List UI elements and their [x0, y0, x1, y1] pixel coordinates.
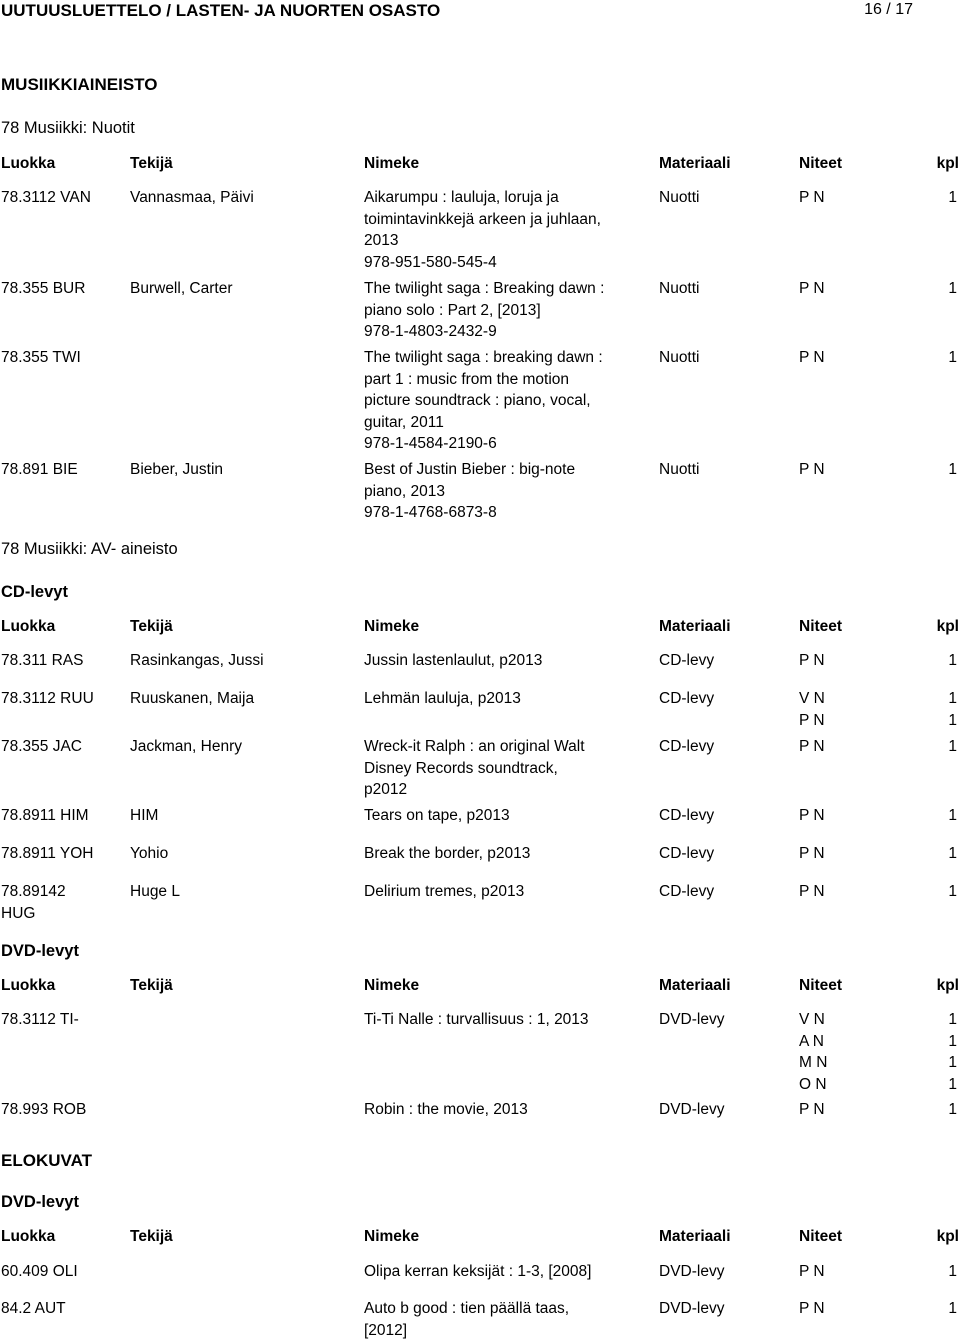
cell-materiaali: CD-levy	[659, 738, 715, 755]
cell-tekija	[130, 688, 360, 710]
cell-luokka-line: 78.993 ROB	[1, 1101, 87, 1118]
col-materiaali: Materiaali	[659, 155, 731, 172]
cell-kpl-line: 1	[948, 1011, 957, 1028]
cell-niteet-line: P N	[799, 280, 825, 297]
cell-nimeke-line: part 1 : music from the motion	[364, 370, 570, 388]
cell-kpl-line: 1	[948, 652, 957, 669]
cell-nimeke-line: Olipa kerran keksijät : 1-3, [2008]	[364, 1263, 592, 1280]
cell-materiaali: DVD-levy	[659, 1263, 725, 1280]
cell-tekija-line: Vannasmaa, Päivi	[130, 189, 254, 206]
cell-materiaali: CD-levy	[659, 652, 715, 669]
cell-tekija-line: Burwell, Carter	[130, 280, 233, 297]
cell-niteet-line: P N	[799, 845, 825, 862]
cell-nimeke	[364, 1298, 654, 1341]
cell-nimeke-line: Break the border, p2013	[364, 845, 531, 862]
col-niteet: Niteet	[799, 1228, 843, 1245]
cell-luokka	[1, 1261, 126, 1283]
cell-tekija-line: HIM	[130, 807, 159, 824]
cell-kpl	[948, 347, 957, 369]
col-nimeke: Nimeke	[364, 1228, 420, 1245]
cell-nimeke	[364, 1009, 654, 1031]
cell-nimeke-line: toimintavinkkejä arkeen ja juhlaan,	[364, 210, 601, 228]
cell-niteet-line: P N	[799, 189, 825, 206]
cell-materiaali: DVD-levy	[659, 1011, 725, 1028]
cell-niteet	[799, 843, 899, 865]
section-elokuvat: ELOKUVAT	[1, 1151, 92, 1170]
cell-luokka-line: 78.8911 HIM	[1, 807, 89, 824]
cell-tekija	[130, 881, 360, 903]
cell-niteet-line: V N	[799, 690, 825, 707]
section-dvd-levyt-elokuvat: DVD-levyt	[1, 1193, 79, 1211]
cell-luokka	[1, 1009, 126, 1031]
cell-kpl-line: 1	[948, 883, 957, 900]
col-luokka: Luokka	[1, 618, 56, 635]
cell-nimeke-line: 978-951-580-545-4	[364, 253, 497, 271]
cell-kpl	[948, 278, 957, 300]
col-tekija: Tekijä	[130, 1228, 173, 1245]
col-tekija: Tekijä	[130, 977, 173, 994]
cell-kpl-line: 1	[948, 738, 957, 755]
cell-nimeke-line: Lehmän lauluja, p2013	[364, 690, 521, 707]
col-tekija: Tekijä	[130, 155, 173, 172]
cell-niteet	[799, 736, 899, 758]
cell-nimeke-line: guitar, 2011	[364, 413, 444, 431]
cell-luokka-line: 78.89142	[1, 883, 66, 900]
cell-kpl	[948, 187, 957, 209]
cell-niteet	[799, 650, 899, 672]
cell-luokka	[1, 187, 126, 209]
cell-luokka-line: 84.2 AUT	[1, 1300, 66, 1317]
cell-luokka	[1, 1099, 126, 1121]
cell-luokka	[1, 459, 126, 481]
cell-nimeke	[364, 805, 654, 827]
cell-kpl	[948, 1261, 957, 1283]
cell-luokka-line: 78.3112 VAN	[1, 189, 91, 206]
column-header-row	[0, 1228, 960, 1248]
cell-niteet-line: P N	[799, 1263, 825, 1280]
cell-luokka-line: 78.355 JAC	[1, 738, 82, 755]
section-dvd-levyt: DVD-levyt	[1, 942, 79, 960]
cell-luokka-line: HUG	[1, 904, 36, 922]
cell-nimeke-line: The twilight saga : breaking dawn :	[364, 349, 603, 366]
cell-materiaali: CD-levy	[659, 690, 715, 707]
col-niteet: Niteet	[799, 977, 843, 994]
cell-tekija-line: Bieber, Justin	[130, 461, 224, 478]
cell-nimeke-line: p2012	[364, 781, 408, 798]
col-luokka: Luokka	[1, 977, 56, 994]
cell-kpl	[948, 881, 957, 903]
cell-niteet	[799, 187, 899, 209]
cell-tekija-line: Rasinkangas, Jussi	[130, 652, 264, 669]
cell-kpl	[948, 459, 957, 481]
page-header	[1, 1, 953, 23]
cell-niteet	[799, 805, 899, 827]
cell-luokka	[1, 1298, 126, 1320]
column-header-row	[0, 155, 960, 175]
cell-materiaali: CD-levy	[659, 845, 715, 862]
cell-kpl-line: 1	[948, 1263, 957, 1280]
cell-tekija	[130, 187, 360, 209]
cell-kpl	[948, 688, 957, 731]
cell-niteet	[799, 1298, 899, 1320]
cell-nimeke-line: Best of Justin Bieber : big-note	[364, 461, 576, 478]
cell-nimeke-line: 978-1-4768-6873-8	[364, 504, 497, 521]
col-materiaali: Materiaali	[659, 618, 731, 635]
col-niteet: Niteet	[799, 155, 843, 172]
cell-nimeke	[364, 1099, 654, 1121]
cell-materiaali: Nuotti	[659, 461, 700, 478]
cell-kpl-line: 1	[948, 1054, 957, 1071]
cell-nimeke-line: The twilight saga : Breaking dawn :	[364, 280, 605, 297]
col-kpl: kpl	[936, 1228, 959, 1245]
cell-niteet-line: P N	[799, 1101, 825, 1118]
cell-tekija	[130, 650, 360, 672]
cell-nimeke-line: Wreck-it Ralph : an original Walt	[364, 738, 585, 755]
section-nuotit: 78 Musiikki: Nuotit	[1, 119, 135, 137]
cell-nimeke	[364, 187, 654, 273]
cell-materiaali: DVD-levy	[659, 1300, 725, 1317]
cell-materiaali: Nuotti	[659, 280, 700, 297]
cell-niteet-line: P N	[799, 738, 825, 755]
cell-tekija-line: Huge L	[130, 883, 180, 900]
cell-kpl-line: 1	[948, 1075, 957, 1093]
col-luokka: Luokka	[1, 155, 56, 172]
cell-nimeke-line: Jussin lastenlaulut, p2013	[364, 652, 543, 669]
cell-niteet-line: P N	[799, 883, 825, 900]
cell-nimeke	[364, 843, 654, 865]
cell-nimeke	[364, 736, 654, 801]
col-kpl: kpl	[936, 977, 959, 994]
section-musiikkiaineisto: MUSIIKKIAINEISTO	[1, 75, 158, 94]
cell-nimeke-line: Robin : the movie, 2013	[364, 1101, 528, 1118]
cell-niteet-line: P N	[799, 349, 825, 366]
cell-kpl-line: 1	[948, 845, 957, 862]
cell-luokka-line: 78.891 BIE	[1, 461, 78, 478]
cell-luokka-line: 78.3112 RUU	[1, 690, 94, 707]
cell-nimeke	[364, 278, 654, 343]
cell-kpl-line: 1	[948, 711, 957, 729]
cell-nimeke	[364, 459, 654, 524]
cell-luokka	[1, 347, 126, 369]
cell-niteet-line: P N	[799, 1300, 825, 1317]
cell-materiaali: DVD-levy	[659, 1101, 725, 1118]
cell-nimeke-line: 2013	[364, 232, 399, 249]
cell-niteet	[799, 459, 899, 481]
cell-luokka-line: 60.409 OLI	[1, 1263, 78, 1280]
cell-kpl	[948, 650, 957, 672]
cell-tekija	[130, 278, 360, 300]
cell-luokka	[1, 881, 126, 924]
col-luokka: Luokka	[1, 1228, 56, 1245]
cell-luokka-line: 78.3112 TI-	[1, 1011, 79, 1028]
cell-nimeke-line: Auto b good : tien päällä taas,	[364, 1300, 570, 1317]
cell-kpl-line: 1	[948, 280, 957, 297]
cell-kpl-line: 1	[948, 690, 957, 707]
page-number: 16 / 17	[864, 1, 913, 18]
cell-niteet	[799, 347, 899, 369]
col-materiaali: Materiaali	[659, 1228, 731, 1245]
cell-luokka	[1, 688, 126, 710]
cell-luokka	[1, 736, 126, 758]
cell-niteet	[799, 688, 899, 731]
cell-nimeke-line: picture soundtrack : piano, vocal,	[364, 392, 591, 409]
cell-niteet-line: O N	[799, 1075, 827, 1093]
cell-niteet	[799, 1099, 899, 1121]
cell-kpl-line: 1	[948, 1300, 957, 1317]
cell-tekija	[130, 736, 360, 758]
cell-niteet-line: V N	[799, 1011, 825, 1028]
cell-niteet-line: A N	[799, 1032, 824, 1050]
section-cd-levyt: CD-levyt	[1, 583, 68, 601]
cell-nimeke-line: 978-1-4584-2190-6	[364, 435, 497, 452]
cell-nimeke	[364, 1261, 654, 1283]
cell-niteet-line: P N	[799, 652, 825, 669]
cell-niteet-line: P N	[799, 711, 825, 729]
cell-kpl-line: 1	[948, 1101, 957, 1118]
cell-nimeke-line: Tears on tape, p2013	[364, 807, 510, 824]
cell-nimeke	[364, 650, 654, 672]
cell-materiaali: CD-levy	[659, 883, 715, 900]
cell-kpl	[948, 805, 957, 827]
cell-niteet	[799, 278, 899, 300]
cell-luokka-line: 78.311 RAS	[1, 652, 84, 669]
cell-niteet	[799, 1261, 899, 1283]
col-kpl: kpl	[936, 618, 959, 635]
cell-tekija-line: Yohio	[130, 845, 169, 862]
col-nimeke: Nimeke	[364, 618, 420, 635]
cell-luokka	[1, 805, 126, 827]
cell-luokka-line: 78.355 BUR	[1, 280, 86, 297]
cell-luokka-line: 78.8911 YOH	[1, 845, 94, 862]
cell-tekija	[130, 843, 360, 865]
cell-materiaali: CD-levy	[659, 807, 715, 824]
cell-tekija	[130, 459, 360, 481]
cell-kpl-line: 1	[948, 807, 957, 824]
col-tekija: Tekijä	[130, 618, 173, 635]
cell-kpl-line: 1	[948, 461, 957, 478]
cell-luokka	[1, 650, 126, 672]
col-materiaali: Materiaali	[659, 977, 731, 994]
cell-luokka-line: 78.355 TWI	[1, 349, 81, 366]
col-niteet: Niteet	[799, 618, 843, 635]
cell-nimeke-line: Aikarumpu : lauluja, loruja ja	[364, 189, 559, 206]
cell-niteet-line: M N	[799, 1054, 828, 1071]
cell-niteet-line: P N	[799, 807, 825, 824]
cell-nimeke-line: 978-1-4803-2432-9	[364, 323, 497, 340]
column-header-row	[0, 977, 960, 997]
cell-nimeke	[364, 881, 654, 903]
cell-niteet-line: P N	[799, 461, 825, 478]
col-nimeke: Nimeke	[364, 977, 420, 994]
cell-tekija	[130, 805, 360, 827]
cell-kpl	[948, 1298, 957, 1320]
cell-materiaali: Nuotti	[659, 349, 700, 366]
cell-kpl	[948, 1099, 957, 1121]
cell-nimeke-line: Disney Records soundtrack,	[364, 759, 558, 777]
cell-niteet	[799, 1009, 899, 1095]
cell-nimeke-line: Delirium tremes, p2013	[364, 883, 525, 900]
cell-tekija-line: Ruuskanen, Maija	[130, 690, 255, 707]
cell-kpl	[948, 1009, 957, 1095]
cell-luokka	[1, 843, 126, 865]
cell-nimeke-line: piano, 2013	[364, 482, 446, 500]
cell-nimeke-line: [2012]	[364, 1321, 408, 1339]
cell-kpl	[948, 843, 957, 865]
cell-niteet	[799, 881, 899, 903]
cell-nimeke	[364, 688, 654, 710]
cell-kpl-line: 1	[948, 1032, 957, 1050]
column-header-row	[0, 618, 960, 638]
col-kpl: kpl	[936, 155, 959, 172]
cell-kpl	[948, 736, 957, 758]
cell-kpl-line: 1	[948, 189, 957, 206]
cell-tekija-line: Jackman, Henry	[130, 738, 242, 755]
cell-materiaali: Nuotti	[659, 189, 700, 206]
cell-nimeke	[364, 347, 654, 455]
cell-nimeke-line: Ti-Ti Nalle : turvallisuus : 1, 2013	[364, 1011, 589, 1028]
cell-luokka	[1, 278, 126, 300]
cell-kpl-line: 1	[948, 349, 957, 366]
col-nimeke: Nimeke	[364, 155, 420, 172]
section-av-aineisto: 78 Musiikki: AV- aineisto	[1, 540, 178, 558]
cell-nimeke-line: piano solo : Part 2, [2013]	[364, 301, 541, 319]
catalog-title: UUTUUSLUETTELO / LASTEN- JA NUORTEN OSASTO	[1, 1, 441, 20]
